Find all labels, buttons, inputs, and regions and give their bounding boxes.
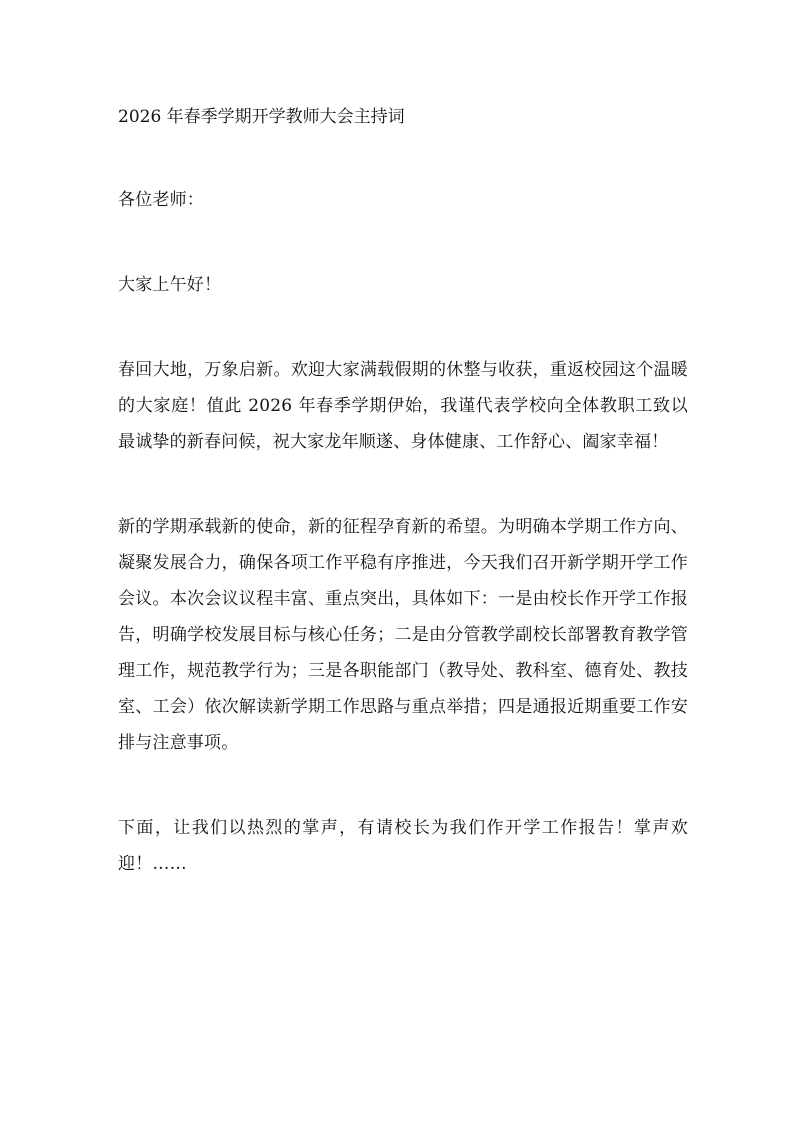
greeting: 大家上午好！ bbox=[118, 275, 222, 295]
paragraph-invitation: 下面，让我们以热烈的掌声，有请校长为我们作开学工作报告！掌声欢迎！…… bbox=[118, 818, 688, 874]
document-page bbox=[118, 102, 688, 882]
document-title: 2026 年春季学期开学教师大会主持词 bbox=[118, 107, 405, 127]
paragraph-agenda: 新的学期承载新的使命，新的征程孕育新的希望。为明确本学期工作方向、凝聚发展合力，确保各项工作平稳有序推进，今天我们召开新学期开学工作会议。本次会议议程丰富、重点突出，具体如下：一是由校长作开学工作报告，明确学校发展目标与核心任务；二是由分管教学副校长部署教育教学管理工作，规范教学行为；三是各职能部门（教导处、教科室、德育处、教技室、工会）依次解读新学期工作思路与重点举措；四是通报近期重要工作安排与注意事项。 bbox=[118, 517, 688, 753]
salutation: 各位老师： bbox=[118, 190, 204, 210]
paragraph-welcome: 春回大地，万象启新。欢迎大家满载假期的休整与收获，重返校园这个温暖的大家庭！值此 2026 年春季学期伊始，我谨代表学校向全体教职工致以最诚挚的新春问候，祝大家龙年顺遂、身体健康、工作舒心、阖家幸福！ bbox=[118, 360, 688, 452]
